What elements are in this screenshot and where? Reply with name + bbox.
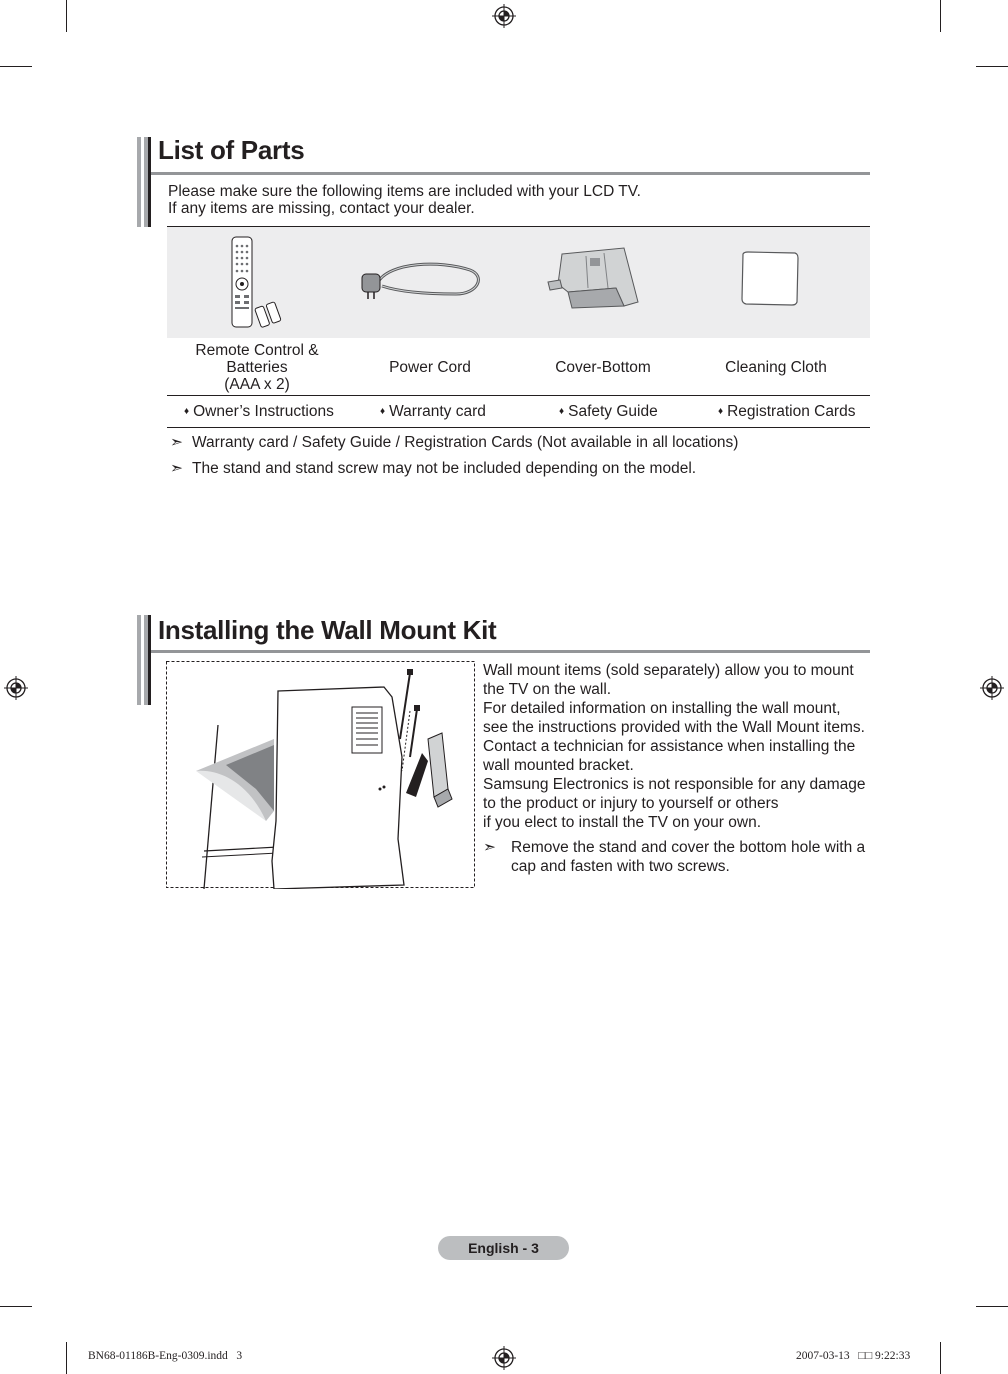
file-slug: BN68-01186B-Eng-0309.indd 3: [88, 1350, 243, 1362]
paragraph-line: For detailed information on installing the wall mount,: [483, 700, 841, 717]
part-caption: [177, 342, 337, 393]
registration-mark-icon: [4, 676, 28, 700]
accessory-item: [559, 403, 658, 421]
paragraph-line: Contact a technician for assistance when installing the: [483, 738, 856, 755]
page-number-badge: English - 3: [438, 1236, 569, 1260]
section-title-list-of-parts: List of Parts: [158, 135, 305, 165]
paragraph-line: Wall mount items (sold separately) allow you to mount: [483, 662, 854, 679]
wall-mount-paragraph: [483, 661, 873, 832]
part-caption-line: Remote Control &: [195, 342, 319, 359]
table-divider: [167, 395, 870, 396]
section-title-wall-mount: Installing the Wall Mount Kit: [158, 615, 497, 645]
paragraph-line: the TV on the wall.: [483, 681, 612, 698]
crop-mark: [0, 66, 32, 67]
intro-line: If any items are missing, contact your dealer.: [168, 200, 475, 217]
bullet-icon: ♦: [559, 406, 565, 417]
note-arrow-icon: ➣: [483, 839, 496, 856]
note-arrow-icon: ➣: [170, 434, 183, 451]
wall-mount-illustration: [166, 661, 476, 889]
bullet-icon: ♦: [718, 406, 724, 417]
note-line: cap and fasten with two screws.: [511, 858, 730, 875]
part-caption-line: Cover-Bottom: [555, 359, 651, 376]
paragraph-line: see the instructions provided with the Wall Mount items.: [483, 719, 865, 736]
bullet-icon: ♦: [380, 406, 386, 417]
part-caption-line: Cleaning Cloth: [725, 359, 827, 376]
crop-mark: [976, 66, 1008, 67]
power-cord-icon: [360, 252, 484, 312]
part-caption: [523, 359, 683, 376]
registration-mark-icon: [492, 1346, 516, 1370]
accessory-item: [718, 403, 855, 421]
note-arrow-icon: ➣: [170, 460, 183, 477]
remote-control-icon: [226, 234, 286, 330]
accessory-label: Registration Cards: [727, 403, 856, 420]
crop-mark: [0, 1306, 32, 1307]
accessory-label: Warranty card: [389, 403, 486, 420]
accessory-item: [380, 403, 486, 421]
cover-bottom-icon: [546, 244, 642, 310]
bullet-icon: ♦: [184, 406, 190, 417]
section-rule: [151, 650, 870, 653]
paragraph-line: Samsung Electronics is not responsible for any damage: [483, 776, 866, 793]
note-text: Remove the stand and cover the bottom hole with a: [511, 839, 866, 856]
wall-mount-note: [483, 838, 873, 876]
registration-mark-icon: [980, 676, 1004, 700]
accessory-label: Safety Guide: [568, 403, 658, 420]
section-marker-bar: [137, 615, 151, 705]
intro-line: Please make sure the following items are included with your LCD TV.: [168, 183, 641, 200]
print-timestamp: 2007-03-13 □□ 9:22:33: [796, 1350, 911, 1362]
part-caption: [350, 359, 510, 376]
part-caption-line: Power Cord: [389, 359, 471, 376]
part-caption-line: Batteries: [226, 359, 288, 376]
part-caption-line: (AAA x 2): [224, 376, 290, 393]
note-item: [170, 459, 696, 478]
paragraph-line: to the product or injury to yourself or others: [483, 795, 779, 812]
paragraph-line: if you elect to install the TV on your own.: [483, 814, 762, 831]
part-caption: [696, 359, 856, 376]
note-item: [170, 433, 738, 452]
crop-mark: [940, 1342, 941, 1374]
crop-mark: [940, 0, 941, 32]
cleaning-cloth-icon: [740, 250, 800, 308]
note-text: The stand and stand screw may not be included depending on the model.: [192, 460, 697, 477]
paragraph-line: wall mounted bracket.: [483, 757, 634, 774]
crop-mark: [976, 1306, 1008, 1307]
crop-mark: [66, 0, 67, 32]
section-rule: [151, 172, 870, 175]
section-marker-bar: [137, 137, 151, 227]
note-line: [483, 838, 873, 857]
accessory-item: [184, 403, 334, 421]
accessory-label: Owner’s Instructions: [193, 403, 334, 420]
table-divider: [167, 427, 870, 428]
note-text: Warranty card / Safety Guide / Registration Cards (Not available in all locations): [192, 434, 739, 451]
intro-text: [168, 183, 641, 217]
registration-mark-icon: [492, 4, 516, 28]
crop-mark: [66, 1342, 67, 1374]
